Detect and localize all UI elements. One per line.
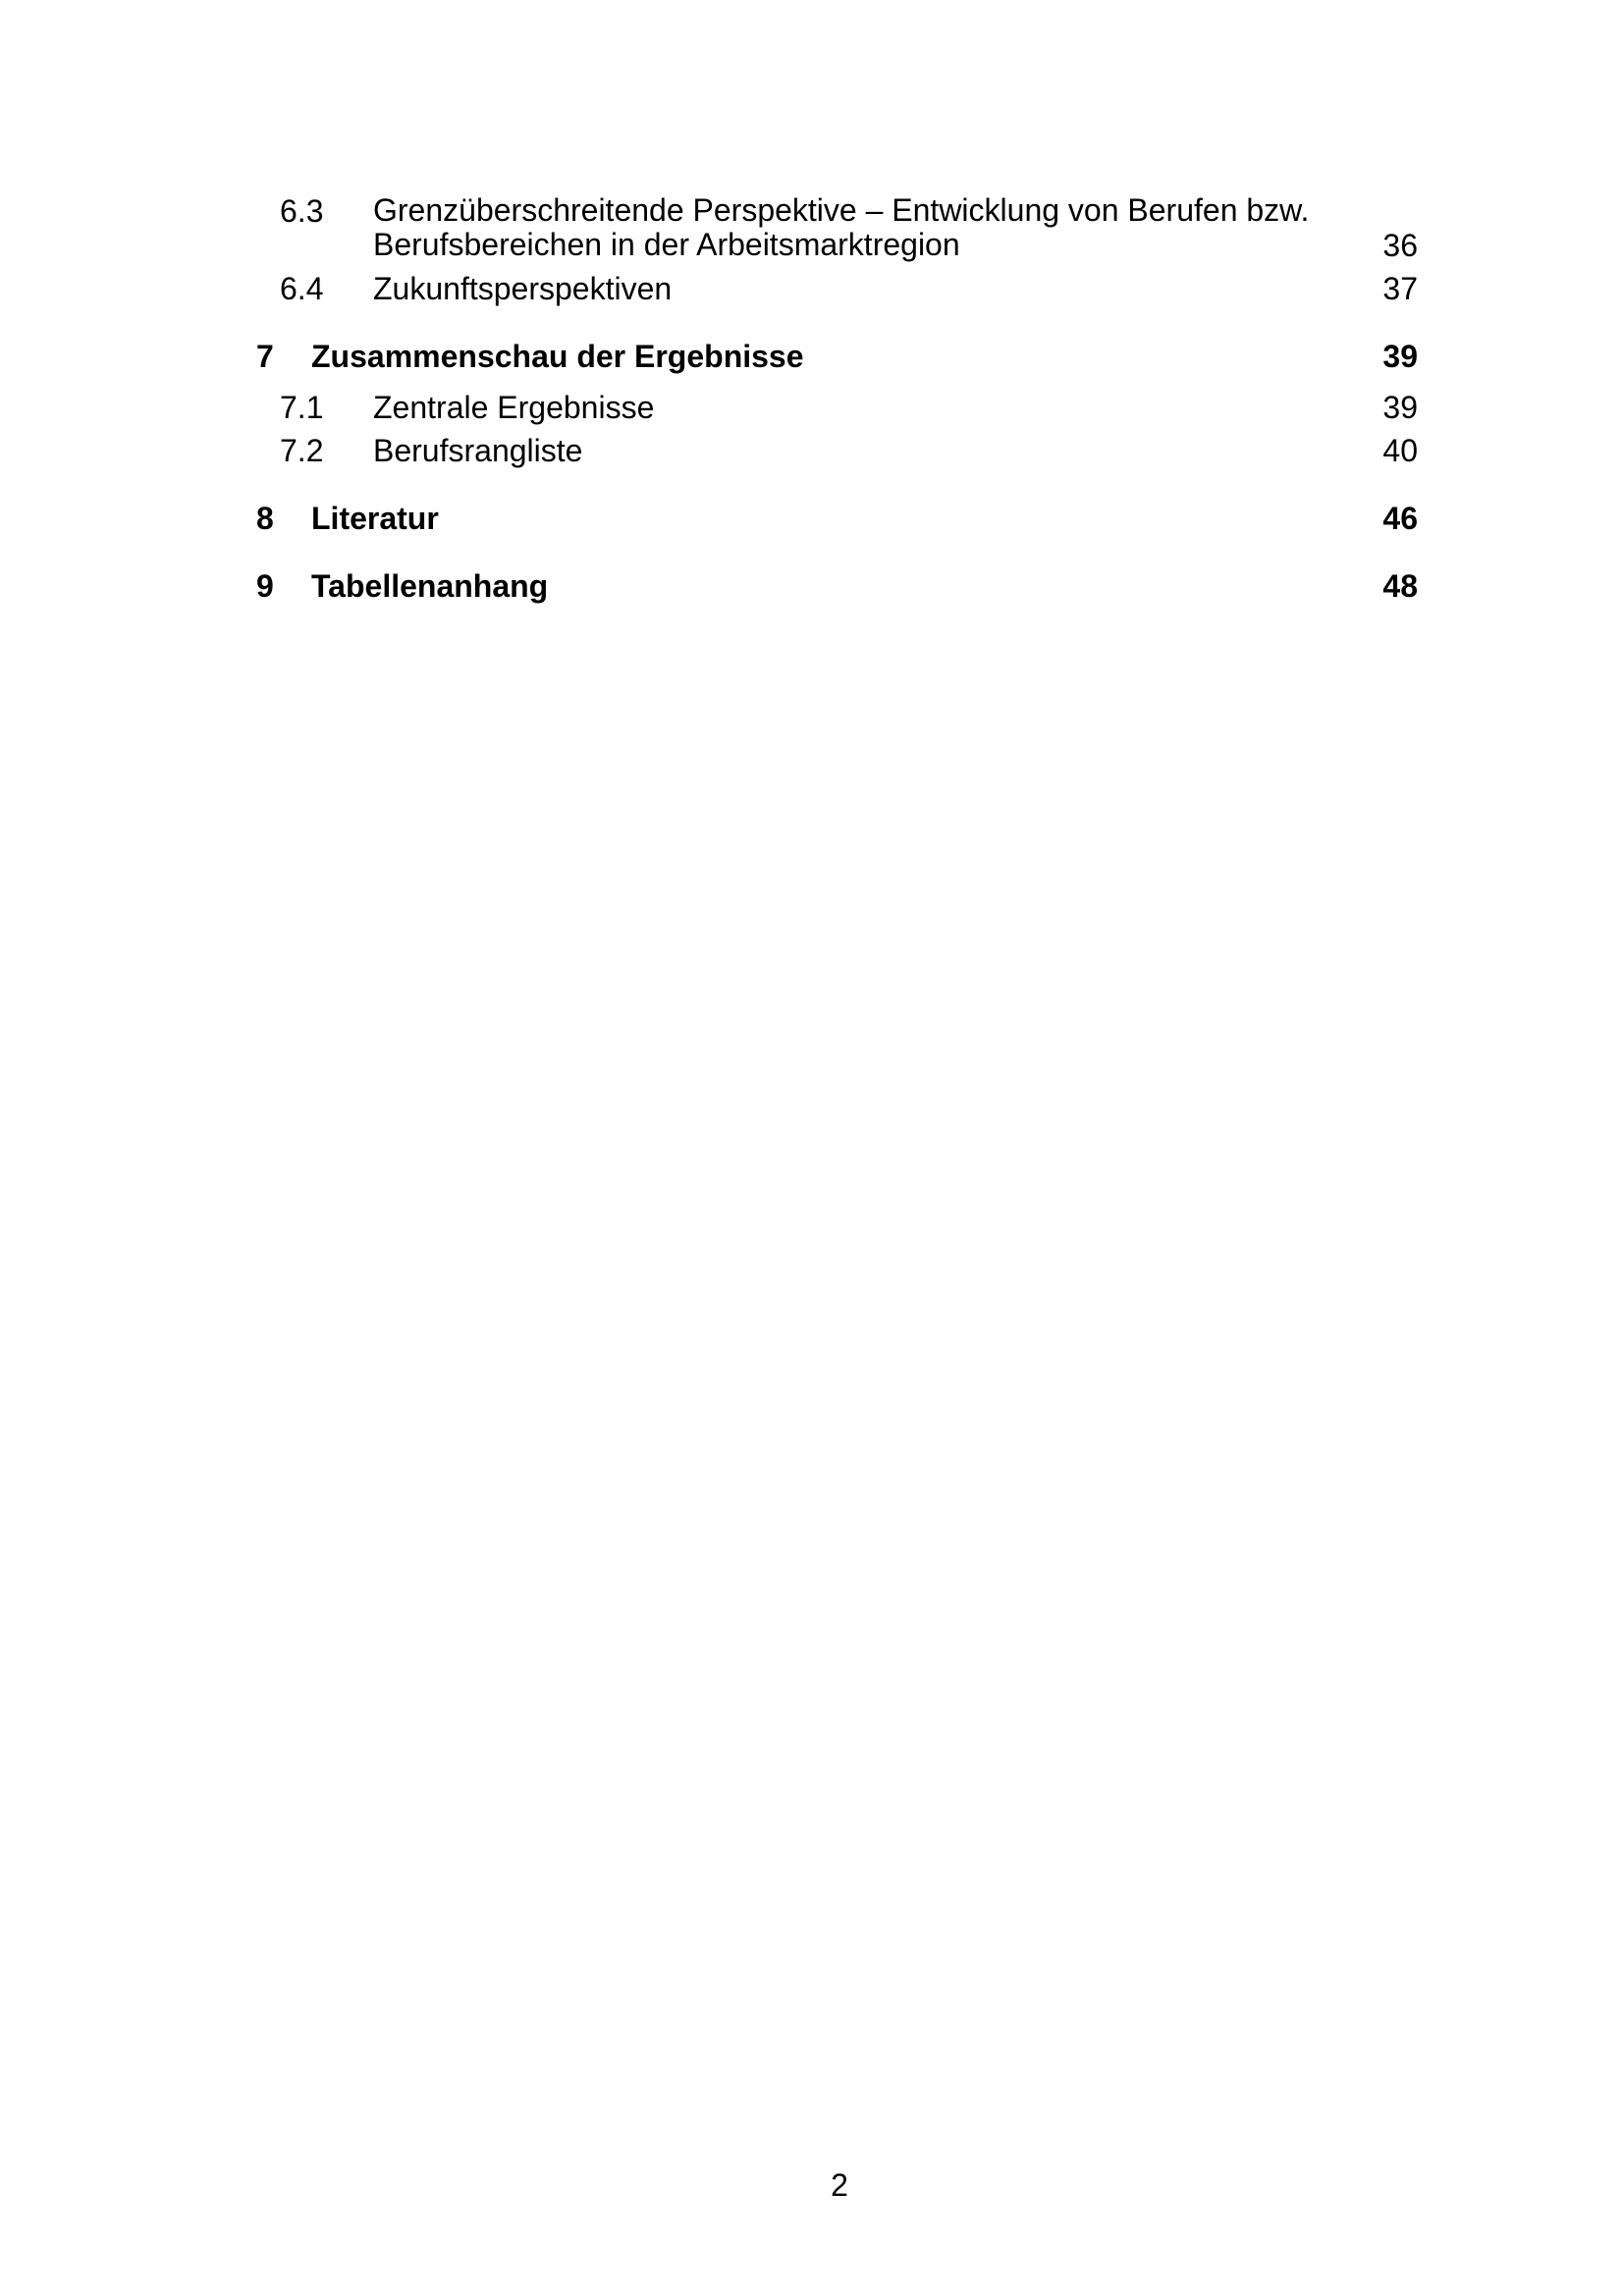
page-number: 2 xyxy=(831,2167,848,2203)
toc-entry-page: 40 xyxy=(1382,433,1418,468)
toc-entry-title: Berufsrangliste xyxy=(373,433,583,468)
toc-entry-page: 48 xyxy=(1382,568,1418,604)
toc-entry-title-line-1: Grenzüberschreitende Perspektive – Entwicklung von Berufen bzw. xyxy=(373,192,1310,228)
toc-entry-number: 7 xyxy=(256,339,274,374)
toc-entry-page: 39 xyxy=(1382,390,1418,425)
toc-entry-title: Zukunftsperspektiven xyxy=(373,271,673,306)
toc-entry-title xyxy=(373,193,1309,262)
toc-entry-page: 37 xyxy=(1382,271,1418,306)
toc-entry-number: 6.3 xyxy=(280,193,324,229)
toc-entry-page: 36 xyxy=(1382,228,1418,263)
toc-entry-number: 6.4 xyxy=(280,271,324,306)
toc-entry-title: Literatur xyxy=(311,501,439,536)
toc-entry-number: 7.2 xyxy=(280,433,324,468)
toc-entry-6-3[interactable] xyxy=(0,193,1623,264)
toc-entry-title: Zentrale Ergebnisse xyxy=(373,390,655,425)
toc-entry-number: 8 xyxy=(256,501,274,536)
toc-entry-page: 39 xyxy=(1382,339,1418,374)
toc-entry-title-line-2: Berufsbereichen in der Arbeitsmarktregion xyxy=(373,227,960,262)
toc-entry-number: 9 xyxy=(256,568,274,604)
toc-entry-number: 7.1 xyxy=(280,390,324,425)
toc-entry-title: Tabellenanhang xyxy=(311,568,549,604)
toc-entry-page: 46 xyxy=(1382,501,1418,536)
toc-entry-title: Zusammenschau der Ergebnisse xyxy=(311,339,804,374)
